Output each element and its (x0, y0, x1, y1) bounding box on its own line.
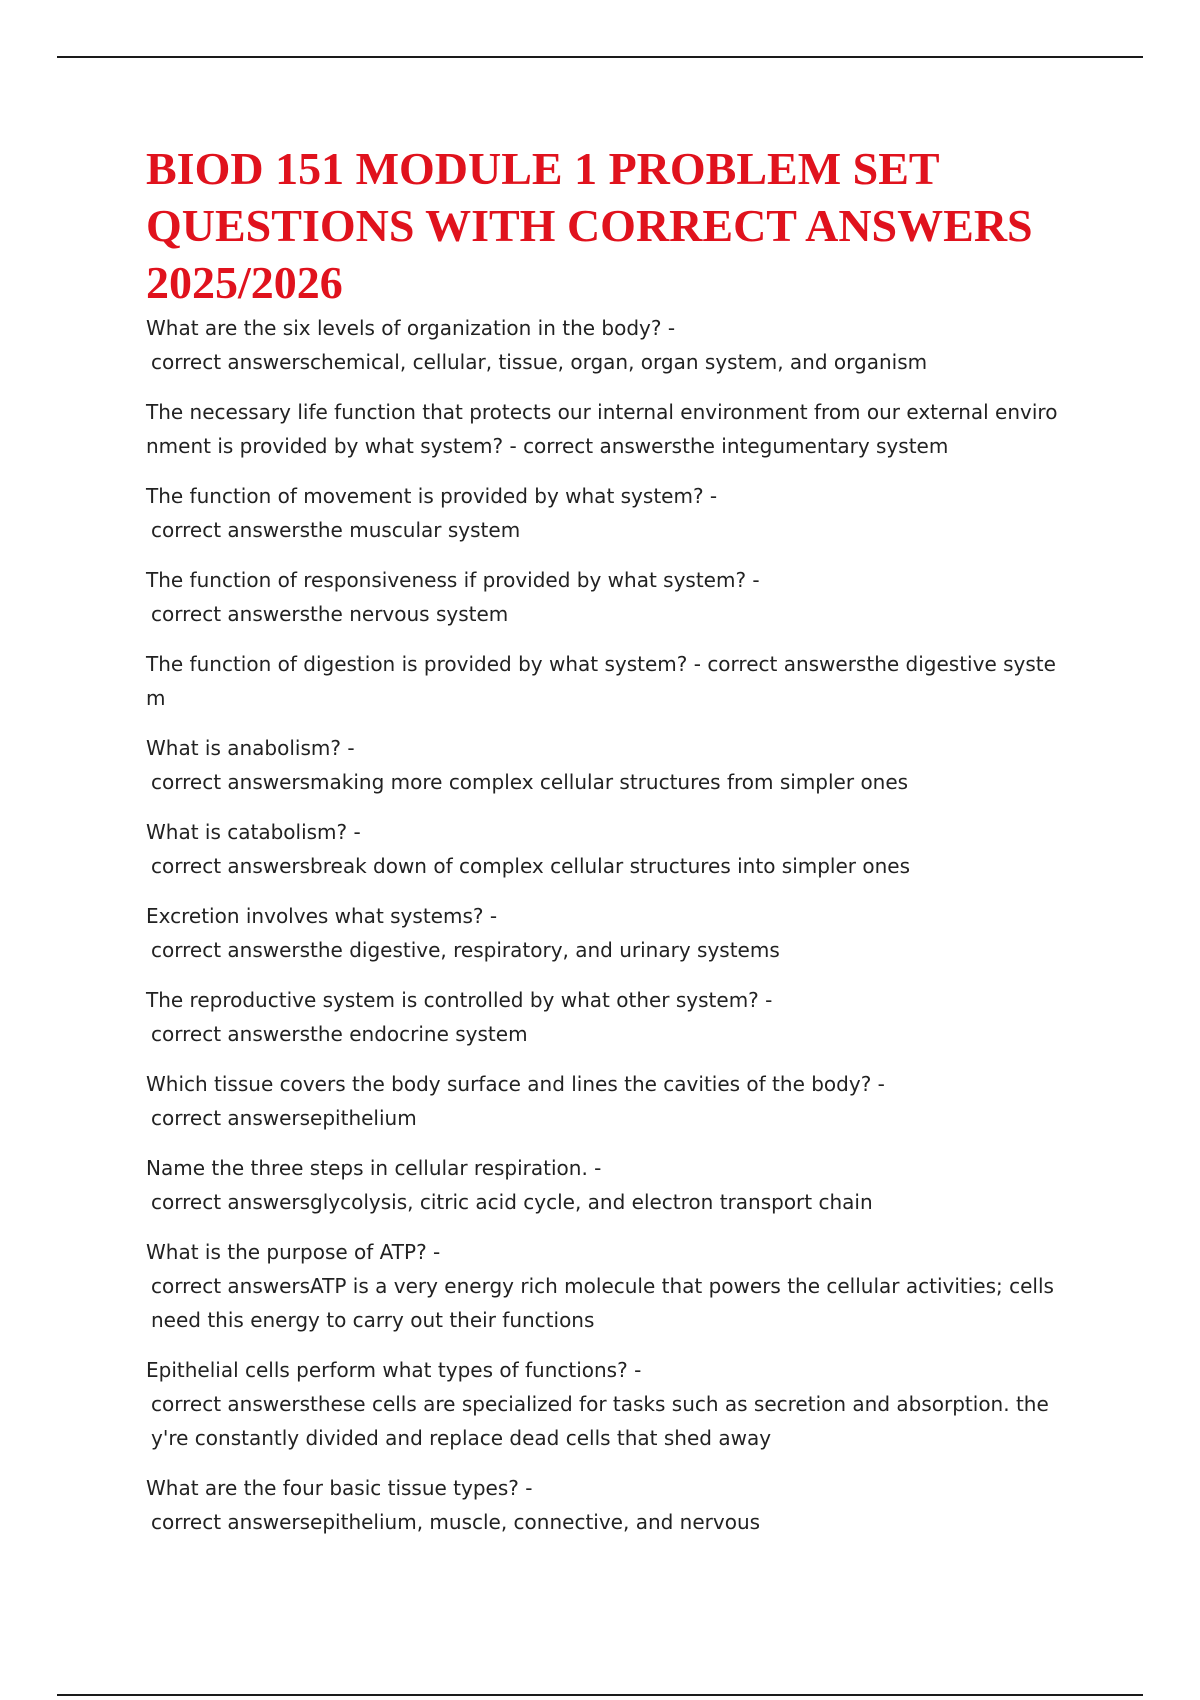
answer-text: correct answersthe digestive, respiratory, and urinary systems (151, 938, 780, 962)
answer-text: correct answersATP is a very energy rich molecule that powers the cellular activities; cells need this energy to carry out their functions (151, 1274, 1054, 1332)
answer-text: correct answerschemical, cellular, tissue, organ, organ system, and organism (151, 350, 928, 374)
answer-text: correct answersepithelium (151, 1106, 417, 1130)
answer-text: correct answersbreak down of complex cellular structures into simpler ones (151, 854, 911, 878)
qa-item (146, 1151, 1066, 1219)
question-text: Which tissue covers the body surface and lines the cavities of the body? - (146, 1072, 885, 1096)
top-rule (57, 56, 1143, 58)
question-text: The function of digestion is provided by what system? - (146, 652, 701, 676)
qa-item (146, 1235, 1066, 1337)
question-text: The reproductive system is controlled by what other system? - (146, 988, 773, 1012)
question-text: Excretion involves what systems? - (146, 904, 498, 928)
document-title: BIOD 151 MODULE 1 PROBLEM SET QUESTIONS WITH CORRECT ANSWERS 2025/2026 (146, 143, 1033, 308)
question-text: What is anabolism? - (146, 736, 355, 760)
qa-item (146, 1067, 1066, 1135)
question-text: What are the six levels of organization in the body? - (146, 316, 676, 340)
answer-text: correct answersthe nervous system (151, 602, 509, 626)
qa-item (146, 815, 1066, 883)
qa-item (146, 647, 1066, 715)
answer-text: correct answersthese cells are specialized for tasks such as secretion and absorption. they're constantly divided and replace dead cells that shed away (151, 1392, 1049, 1450)
qa-item (146, 395, 1066, 463)
answer-text: correct answersmaking more complex cellular structures from simpler ones (151, 770, 909, 794)
qa-item (146, 983, 1066, 1051)
question-text: The function of movement is provided by what system? - (146, 484, 718, 508)
qa-item (146, 731, 1066, 799)
qa-item (146, 479, 1066, 547)
question-text: What are the four basic tissue types? - (146, 1476, 533, 1500)
qa-item (146, 1353, 1066, 1455)
answer-text: correct answersglycolysis, citric acid cycle, and electron transport chain (151, 1190, 873, 1214)
bottom-rule (57, 1694, 1143, 1696)
qa-item (146, 899, 1066, 967)
answer-text: correct answersthe muscular system (151, 518, 521, 542)
answer-text: correct answersepithelium, muscle, connective, and nervous (151, 1510, 761, 1534)
question-text: Name the three steps in cellular respiration. - (146, 1156, 602, 1180)
document-body (146, 140, 1066, 1555)
question-text: What is the purpose of ATP? - (146, 1240, 441, 1264)
qa-item (146, 563, 1066, 631)
qa-item (146, 1471, 1066, 1539)
answer-text: correct answersthe integumentary system (523, 434, 949, 458)
question-text: What is catabolism? - (146, 820, 361, 844)
question-text: Epithelial cells perform what types of functions? - (146, 1358, 642, 1382)
qa-item (146, 311, 1066, 379)
question-text: The function of responsiveness if provided by what system? - (146, 568, 760, 592)
qa-list (146, 311, 1066, 1539)
question-text: The necessary life function that protects our internal environment from our external environment is provided by what system? - (146, 400, 1058, 458)
answer-text: correct answersthe digestive system (146, 652, 1056, 710)
answer-text: correct answersthe endocrine system (151, 1022, 528, 1046)
